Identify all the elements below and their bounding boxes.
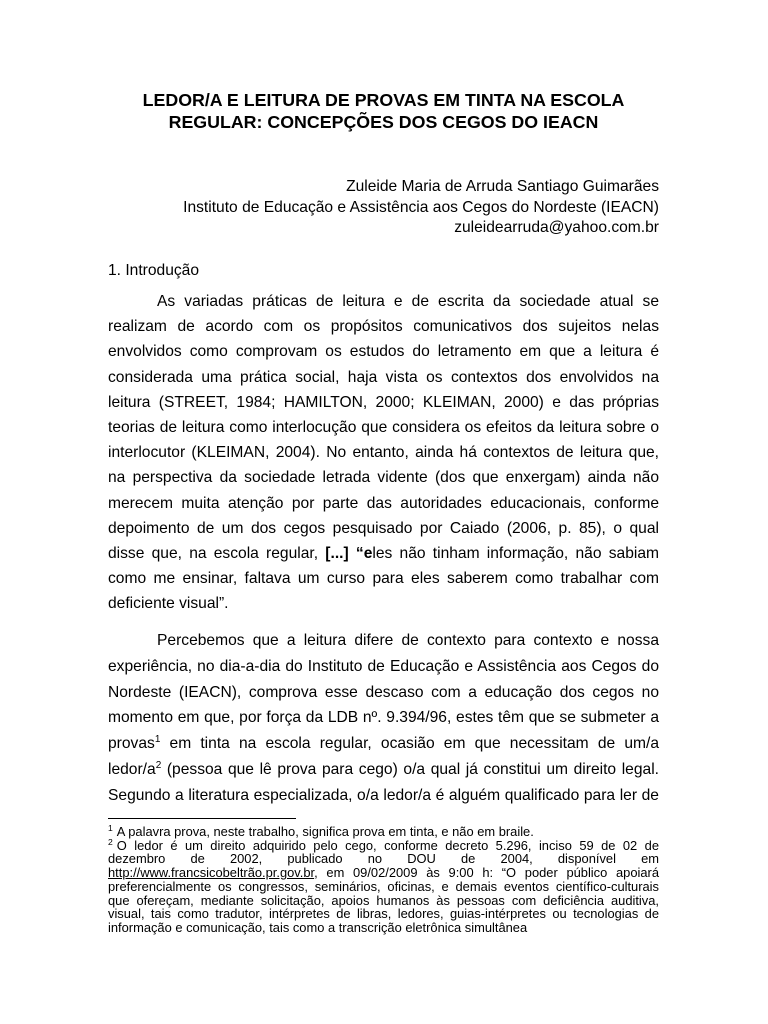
paragraph-text: ledor/a: [108, 760, 156, 778]
footnote-reference: 1: [154, 734, 161, 746]
paragraph-line: teorias de leitura como interlocução que considera os efeitos da leitura sobre o: [108, 419, 659, 437]
paragraph-2: [108, 628, 659, 809]
footnote-2-line: preferencialmente os congressos, seminários, oficinas, e demais eventos científico-culturais: [108, 878, 659, 894]
paragraph-line: interlocutor (KLEIMAN, 2004). No entanto, ainda há contextos de leitura que,: [108, 444, 659, 462]
paragraph-line: na perspectiva da sociedade letrada vidente (dos que enxergam) ainda não: [108, 469, 659, 487]
paragraph-line: [108, 731, 659, 757]
author-block: [108, 177, 659, 239]
paragraph-line: como me ensinar, faltava um curso para eles saberem como trabalhar com: [108, 570, 659, 588]
footnote-separator: [108, 818, 296, 819]
paragraph-line: depoimento de um dos cegos pesquisado por Caiado (2006, p. 85), o qual: [108, 519, 659, 537]
author-email: zuleidearruda@yahoo.com.br: [454, 219, 659, 236]
footnote-marker: 1: [108, 823, 113, 833]
footnote-text: , em 09/02/2009 às 9:00 h: “O poder público apoiará: [314, 865, 659, 881]
footnote-text: O ledor é um direito adquirido pelo cego, conforme decreto 5.296, inciso 59 de 02 de: [116, 837, 659, 853]
footnote-1: [108, 825, 659, 839]
paragraph-text: (pessoa que lê prova para cego) o/a qual já constitui um direito legal.: [161, 760, 659, 778]
footnotes: [108, 825, 659, 935]
title-line: REGULAR: CONCEPÇÕES DOS CEGOS DO IEACN: [168, 112, 599, 132]
paragraph-text: disse que, na escola regular,: [108, 545, 326, 563]
paragraph-line: momento em que, por força da LDB nº. 9.394/96, estes têm que se submeter a: [108, 709, 659, 727]
paragraph-line: merecem muita atenção por parte das autoridades educacionais, conforme: [108, 494, 659, 512]
footnote-2-line: visual, tais como tradutor, intérpretes de libras, ledores, guias-intérpretes ou tecnologias de: [108, 906, 659, 922]
footnote-2-line: [108, 866, 659, 880]
paragraph-line: envolvidos como comprovam os estudos do letramento em que a leitura é: [108, 343, 659, 361]
section-heading: 1. Introdução: [108, 262, 200, 279]
paragraph-line: [108, 757, 659, 783]
paragraph-line: Percebemos que a leitura difere de contexto para contexto e nossa: [157, 632, 659, 649]
footnote-2-line: dezembro de 2002, publicado no DOU de 2004, disponível em: [108, 851, 659, 867]
paragraph-text: provas: [108, 735, 155, 753]
author-affiliation: Instituto de Educação e Assistência aos Cegos do Nordeste (IEACN): [183, 198, 659, 216]
paragraph-line: As variadas práticas de leitura e de escrita da sociedade atual se: [157, 293, 659, 310]
paragraph-line: Segundo a literatura especializada, o/a ledor/a é alguém qualificado para ler de: [108, 786, 659, 804]
paragraph-line: considerada uma prática social, haja vista os contextos dos envolvidos na: [108, 368, 659, 386]
paragraph-line: realizam de acordo com os propósitos comunicativos dos sujeitos nelas: [108, 318, 659, 336]
footnote-text: A palavra prova, neste trabalho, significa prova em tinta, e não em braile.: [116, 824, 534, 839]
paragraph-line: [108, 541, 659, 566]
footnote-marker: 2: [108, 836, 113, 847]
paragraph-line: leitura (STREET, 1984; HAMILTON, 2000; KLEIMAN, 2000) e das próprias: [108, 393, 659, 411]
paragraph-1: [108, 289, 659, 617]
author-name: Zuleide Maria de Arruda Santiago Guimarães: [346, 178, 659, 195]
paragraph-text: les não tinham informação, não sabiam: [372, 545, 659, 563]
footnote-2-line: que ofereçam, mediante solicitação, apoios humanos às pessoas com deficiência auditiva,: [108, 892, 659, 908]
title-block: [108, 89, 659, 133]
footnote-reference: 2: [155, 759, 162, 771]
emphasized-text: [...] “e: [325, 545, 373, 563]
footnote-2-line: [108, 836, 659, 853]
paragraph-line: experiência, no dia-a-dia do Instituto de Educação e Assistência aos Cegos do: [108, 657, 659, 675]
title-line: LEDOR/A E LEITURA DE PROVAS EM TINTA NA ESCOLA: [142, 90, 625, 110]
paragraph-text: em tinta na escola regular, ocasião em que necessitam de um/a: [160, 735, 659, 753]
footnote-2-line: informação e comunicação, tais como a transcrição eletrônica simultânea: [108, 919, 528, 935]
paragraph-line: Nordeste (IEACN), comprova esse descaso com a educação dos cegos no: [108, 683, 659, 701]
source-link[interactable]: http://www.francsicobeltrão.pr.gov.br: [108, 865, 315, 881]
paragraph-line: deficiente visual”.: [108, 595, 229, 613]
